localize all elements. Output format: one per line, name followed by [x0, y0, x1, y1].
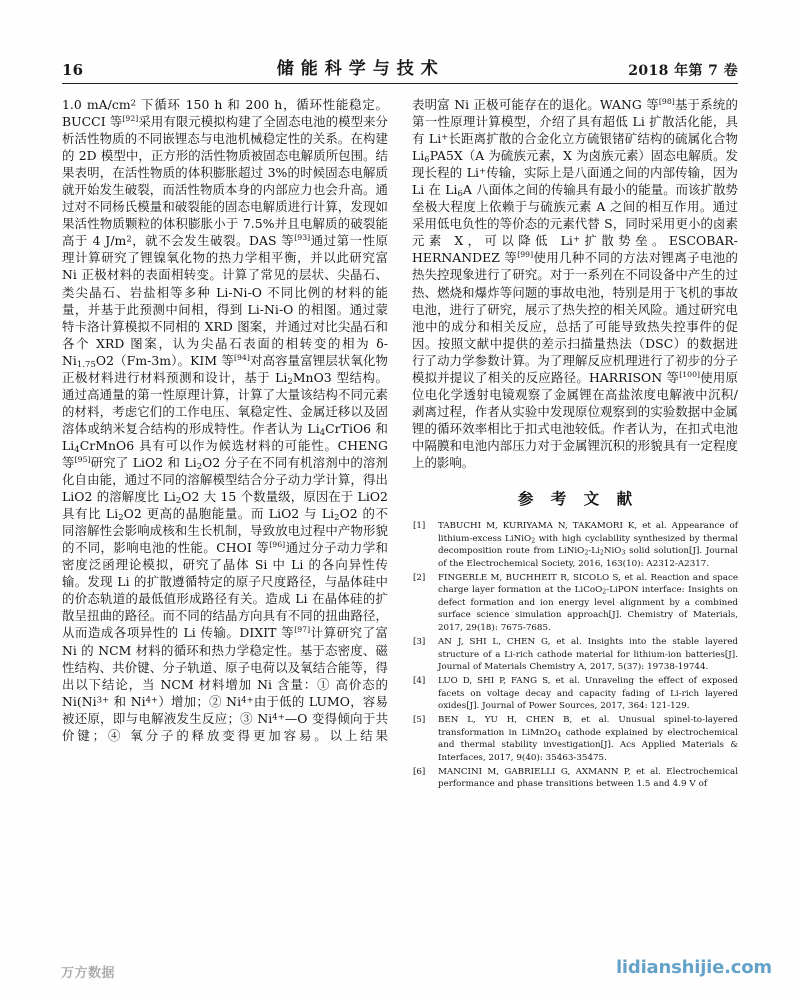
right-column-paragraph: 表明富 Ni 正极可能存在的退化。WANG 等[98]基于系统的第一性原理计算模型，介绍了具有超低 Li 扩散活化能，具有 Li+长距离扩散的合金化立方硫银锗矿结构的硫属化合物 $Li_6PA5X(A$ 为硫族元素，X 为卤族元素）固态电解质。发现长程的 Li+传输，实际上是八面通之间的内部传输，因为 Li 在 $Li_6A$ 八面体之间的传输具有最小的能量。而该扩散势垒极大程度上依赖于与硫族元素 A 之间的相互作用。通过采用低电负性的等价态的元素代替 S，同时采用更小的卤素元素 X，可以降低 Li+扩散势垒。ESCOBAR-HERNANDEZ 等[99]使用几种不同的方法对锂离子电池的热失控现象进行了研究。对于一系列在不同设备中产生的过热、燃烧和爆炸等问题的事故电池，特别是用于飞机的事故电池，进行了研究，展示了热失控的相关风险。通过研究电池中的成分和相关反应，总括了可能导致热失控事件的促因。按照文献中提供的差示扫描量热法（DSC）的数据进行了动力学参数计算。为了理解反应机理进行了初步的分子模拟并提议了相关的反应路径。HARRISON 等[100]使用原位电化学透射电镜观察了金属锂在高盐浓度电解液中沉积/剥离过程，作者从实验中发现原位观察到的实验数据中金属锂的循环效率相比于扣式电池较低。作者认为，在扣式电池中隔膜和电池内部压力对于金属锂沉积的形貌具有一定程度上的影响。 — [412, 96, 738, 470]
reference-number: [2] — [413, 572, 426, 583]
journal-title: 储能科学与技术 — [276, 59, 445, 79]
reference-item — [412, 572, 738, 635]
references-title: 参 考 文 献 — [517, 490, 639, 509]
reference-text: BEN L, YU H, CHEN B, et al. Unusual spinel-to-layered transformation in $LiMn2O_4$ cathode explained by electrochemical and thermal stability investigation[J]. Acs Applied Materials & Interfaces, 2017, 9(40): 35463-35475. — [438, 715, 738, 763]
references-list — [412, 520, 738, 791]
reference-text: AN J, SHI L, CHEN G, et al. Insights into the stable layered structure of a Li-rich cathode material for lithium-ion batteries[J]. Journal of Materials Chemistry A, 2017, 5(37): 19738-19744. — [438, 636, 738, 673]
left-column-paragraph: 1.0 $mA/cm^2$ 下循环 150 h 和 200 h，循环性能稳定。BUCCI 等[92]采用有限元模拟构建了全固态电池的模型来分析活性物质的不同嵌锂态与电池机械稳定性的关系。在构建的 2D 模型中，正方形的活性物质被固态电解质所包围。结果表明，在活性物质的体积膨胀超过 3%的时候固态电解质就开始发生破裂，而活性物质本身的内部应力也会升高。通过对不同杨氏模量和破裂能的固态电解质进行计算，发现如果活性物质颗粒的体积膨胀小于 7.5%并且电解质的破裂能高于 4 $J/m^2$，就不会发生破裂。DAS 等[93]通过第一性原理计算研究了锂镍氧化物的热力学相平衡，并以此研究富 Ni 正极材料的表面相转变。计算了常见的层状、尖晶石、类尖晶石、岩盐相等多种 Li-Ni-O 不同比例的材料的能量，并基于此预测中间相，得到 Li-Ni-O 的相图。通过蒙特卡洛计算模拟不同相的 XRD 图案，并通过对比尖晶石和各个 XRD 图案，认为尖晶石表面的相转变的相为 $\delta-Ni_{1.75}O2(Fm-3m)$。KIM 等[94]对高容量富锂层状氧化物正极材料进行材料预测和设计，基于 $Li_2MnO3$ 型结构。通过高通量的第一性原理计算，计算了大量该结构不同元素的材料，考虑它们的工作电压、氧稳定性、金属迁移以及固溶体或纳米复合结构的形成特性。作者认为 $Li_4CrTiO6$ 和 $Li_4CrMnO6$ 具有可以作为候选材料的可能性。CHENG 等[95]研究了 LiO2 和 $Li_2O2$ 分子在不同有机溶剂中的溶剂化自由能，通过不同的溶解模型结合分子动力学计算，得出 LiO2 的溶解度比 $Li_2O2$ 大 15 个数量级，原因在于 LiO2 具有比 $Li_2O2$ 更高的晶胞能量。而 LiO2 与 $Li_2O2$ 的不同溶解性会影响成核和生长机制，导致放电过程中产物形貌的不同，影响电池的性能。CHOI 等[96]通过分子动力学和密度泛函理论模拟，研究了晶体 Si 中 Li 的各向异性传输。发现 Li 的扩散遵循特定的原子尺度路径，与晶体硅中的价态轨道的最低值形成路径有关。造成 Li 在晶体硅的扩散呈扭曲的路径。而不同的结晶方向具有不同的扭曲路径，从而造成各项异性的 Li 传输。DIXIT 等[97]计算研究了富 Ni 的 NCM 材料的循环和热力学稳定性。基于态密度、磁性结构、共价键、分子轨道、原子电荷以及氧结合能等，得出以下结论，当 NCM 材料增加 Ni 含量：① 高价态的 $Ni(Ni^{3+}$ 和 $Ni^{4+}$）增加；② $Ni^{4+}$由于低的 LUMO，容易被还原，即与电解液发生反应；③ $Ni^{4+}—O$ 变得倾向于共价键；④ 氧分子的释放变得更加容易。以上结果 — [62, 97, 389, 743]
wanfang-watermark: 万方数据 — [61, 966, 116, 981]
left-column — [62, 96, 388, 793]
reference-item — [412, 636, 738, 674]
references-section — [412, 487, 738, 791]
right-column — [412, 96, 738, 793]
reference-number: [5] — [413, 715, 426, 726]
reference-number: [1] — [413, 521, 426, 532]
running-head — [62, 52, 738, 78]
reference-text: MANCINI M, GABRIELLI G, AXMANN P, et al. Electrochemical performance and phase transitions between 1.5 and 4.9 V of — [438, 766, 738, 790]
reference-item — [412, 714, 738, 764]
reference-item — [412, 675, 738, 713]
reference-item — [412, 520, 738, 570]
reference-text: TABUCHI M, KURIYAMA N, TAKAMORI K, et al. Appearance of lithium-excess LiNiO$_2$ with high cyclability synthesized by thermal decomposition route from $LiNiO_2-Li_2NiO_3$ solid solution[J]. Journal of the Electrochemical Society, 2016, 163(10): A2312-A2317. — [438, 521, 739, 569]
reference-text: FINGERLE M, BUCHHEIT R, SICOLO S, et al. Reaction and space charge layer formation at the LiCoO$_2$-LiPON interface: Insights on defect formation and ion energy level alignment by a combined surface science simulation approach[J]. Chemistry of Materials, 2017, 29(18): 7675-7685. — [438, 572, 738, 633]
reference-number: [6] — [413, 766, 426, 777]
volume-info: 2018 年第 7 卷 — [628, 63, 738, 79]
reference-text: LUO D, SHI P, FANG S, et al. Unraveling the effect of exposed facets on voltage decay and capacity fading of Li-rich layered oxides[J]. Journal of Power Sources, 2017, 364: 121-129. — [438, 676, 738, 712]
header-rule — [62, 83, 738, 84]
page-number: 16 — [62, 61, 84, 79]
reference-number: [4] — [413, 676, 426, 687]
reference-number: [3] — [413, 636, 426, 647]
reference-item — [412, 766, 738, 791]
site-watermark: lidianshijie.com — [615, 957, 772, 978]
two-column-body — [62, 96, 738, 793]
